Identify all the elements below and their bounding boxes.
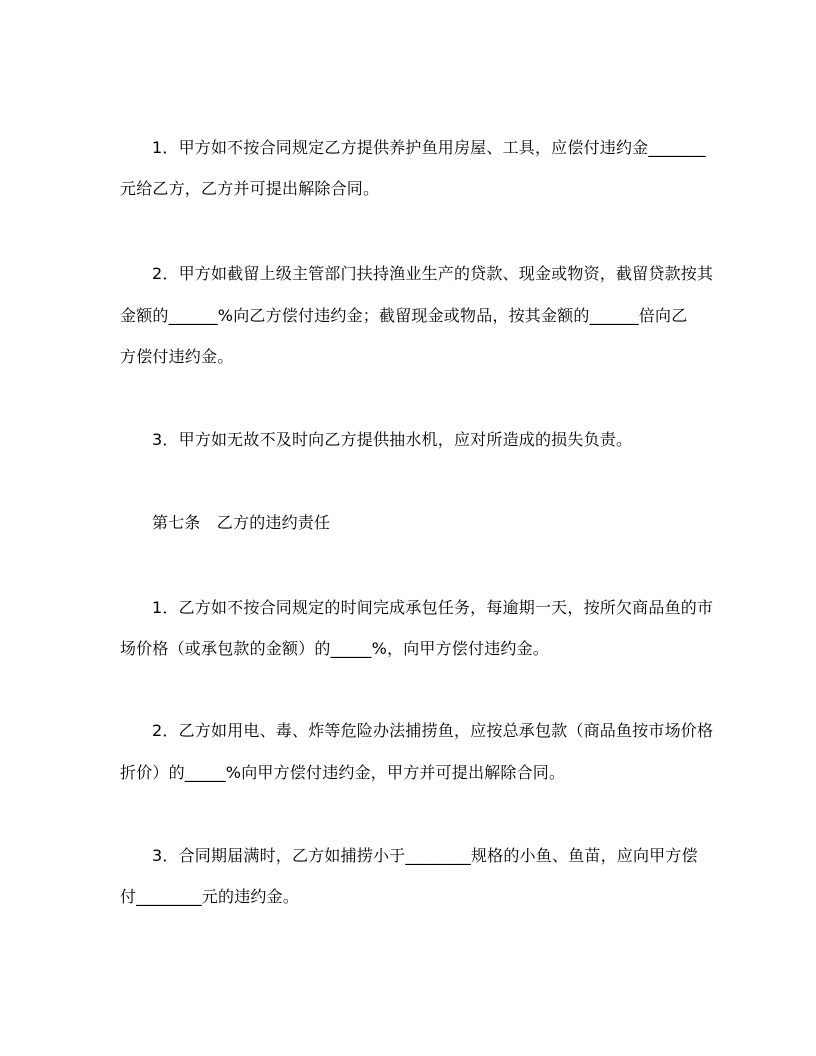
para-5-line-2: 场价格（或承包款的金额）的_____%，向甲方偿付违约金。 — [120, 639, 550, 658]
para-1-line-1: 1．甲方如不按合同规定乙方提供养护鱼用房屋、工具，应偿付违约金_______ — [152, 138, 706, 157]
para-7-line-1: 3．合同期届满时，乙方如捕捞小于________规格的小鱼、鱼苗，应向甲方偿 — [152, 846, 698, 865]
para-2-line-2: 金额的______%向乙方偿付违约金；截留现金或物品，按其金额的______倍向乙 — [120, 306, 688, 325]
article-7-heading: 第七条 乙方的违约责任 — [152, 513, 331, 532]
para-5-line-1: 1．乙方如不按合同规定的时间完成承包任务，每逾期一天，按所欠商品鱼的市 — [152, 598, 714, 617]
para-6-line-2: 折价）的_____%向甲方偿付违约金，甲方并可提出解除合同。 — [120, 763, 566, 782]
para-6-line-1: 2．乙方如用电、毒、炸等危险办法捕捞鱼，应按总承包款（商品鱼按市场价格 — [152, 721, 714, 740]
para-3-line-1: 3．甲方如无故不及时向乙方提供抽水机，应对所造成的损失负责。 — [152, 430, 633, 449]
para-1-line-2: 元给乙方，乙方并可提出解除合同。 — [120, 179, 380, 198]
para-2-line-3: 方偿付违约金。 — [120, 347, 234, 366]
para-7-line-2: 付________元的违约金。 — [120, 887, 300, 906]
para-2-line-1: 2．甲方如截留上级主管部门扶持渔业生产的贷款、现金或物资，截留贷款按其 — [152, 264, 714, 283]
